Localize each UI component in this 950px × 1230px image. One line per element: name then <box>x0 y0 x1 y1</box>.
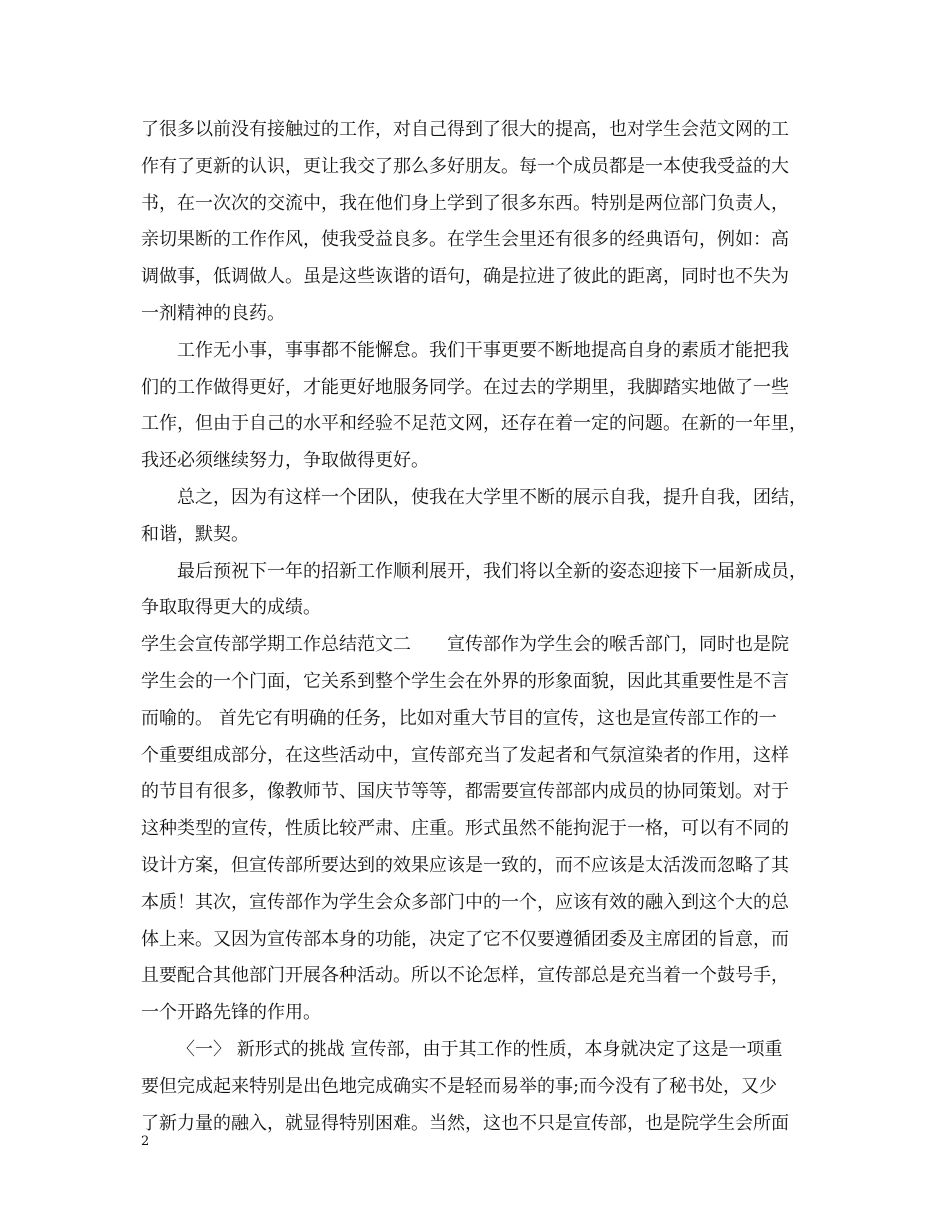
text-line: 总之，因为有这样一个团队，使我在大学里不断的展示自我，提升自我，团结， <box>177 486 807 508</box>
text-line: 一剂精神的良药。 <box>141 302 285 324</box>
text-line: 争取取得更大的成绩。 <box>141 597 321 619</box>
text-line: 亲切果断的工作作风，使我受益良多。在学生会里还有很多的经典语句，例如：高 <box>141 229 789 251</box>
text-line: 设计方案，但宣传部所要达到的效果应该是一致的，而不应该是太活泼而忽略了其 <box>141 854 789 876</box>
text-line: 调做事，低调做人。虽是这些诙谐的语句，确是拉进了彼此的距离，同时也不失为 <box>141 266 789 288</box>
text-line: 而喻的。 首先它有明确的任务，比如对重大节目的宣传，这也是宣传部工作的一 <box>141 707 777 729</box>
text-line: 工作无小事，事事都不能懈怠。我们干事更要不断地提高自身的素质才能把我 <box>177 339 789 361</box>
text-line: 〈一〉 新形式的挑战 宣传部，由于其工作的性质，本身就决定了这是一项重 <box>177 1038 783 1060</box>
text-line: 个重要组成部分，在这些活动中，宣传部充当了发起者和气氛渲染者的作用，这样 <box>141 744 789 766</box>
text-line: 我还必须继续努力，争取做得更好。 <box>141 450 429 472</box>
text-line: 一个开路先锋的作用。 <box>141 1002 321 1024</box>
text-line: 的节目有很多，像教师节、国庆节等等，都需要宣传部部内成员的协同策划。对于 <box>141 781 789 803</box>
text-line: 了新力量的融入，就显得特别困难。当然，这也不只是宣传部，也是院学生会所面 <box>141 1112 789 1134</box>
text-line: 了很多以前没有接触过的工作，对自己得到了很大的提高，也对学生会范文网的工 <box>141 119 789 140</box>
text-line: 作有了更新的认识，更让我交了那么多好朋友。每一个成员都是一本使我受益的大 <box>141 155 789 177</box>
body-text <box>141 112 831 1142</box>
text-line: 且要配合其他部门开展各种活动。所以不论怎样，宣传部总是充当着一个鼓号手， <box>141 965 789 987</box>
text-line: 们的工作做得更好，才能更好地服务同学。在过去的学期里，我脚踏实地做了一些 <box>141 376 789 398</box>
text-line: 学生会的一个门面，它关系到整个学生会在外界的形象面貌，因此其重要性是不言 <box>141 670 789 692</box>
text-line: 最后预祝下一年的招新工作顺利展开，我们将以全新的姿态迎接下一届新成员， <box>177 560 807 582</box>
text-line: 这种类型的宣传，性质比较严肃、庄重。形式虽然不能拘泥于一格，可以有不同的 <box>141 818 789 840</box>
text-line: 要但完成起来特别是出色地完成确实不是轻而易举的事;而今没有了秘书处，又少 <box>141 1075 778 1097</box>
text-line: 体上来。又因为宣传部本身的功能，决定了它不仅要遵循团委及主席团的旨意，而 <box>141 928 789 950</box>
text-line: 书，在一次次的交流中，我在他们身上学到了很多东西。特别是两位部门负责人， <box>141 192 789 214</box>
text-line: 学生会宣传部学期工作总结范文二 宣传部作为学生会的喉舌部门，同时也是院 <box>141 634 789 656</box>
page-number: 2 <box>141 1134 150 1149</box>
text-line: 和谐，默契。 <box>141 523 249 545</box>
text-line: 本质！其次，宣传部作为学生会众多部门中的一个，应该有效的融入到这个大的总 <box>141 891 789 913</box>
text-line: 工作，但由于自己的水平和经验不足范文网，还存在着一定的问题。在新的一年里， <box>141 413 807 435</box>
